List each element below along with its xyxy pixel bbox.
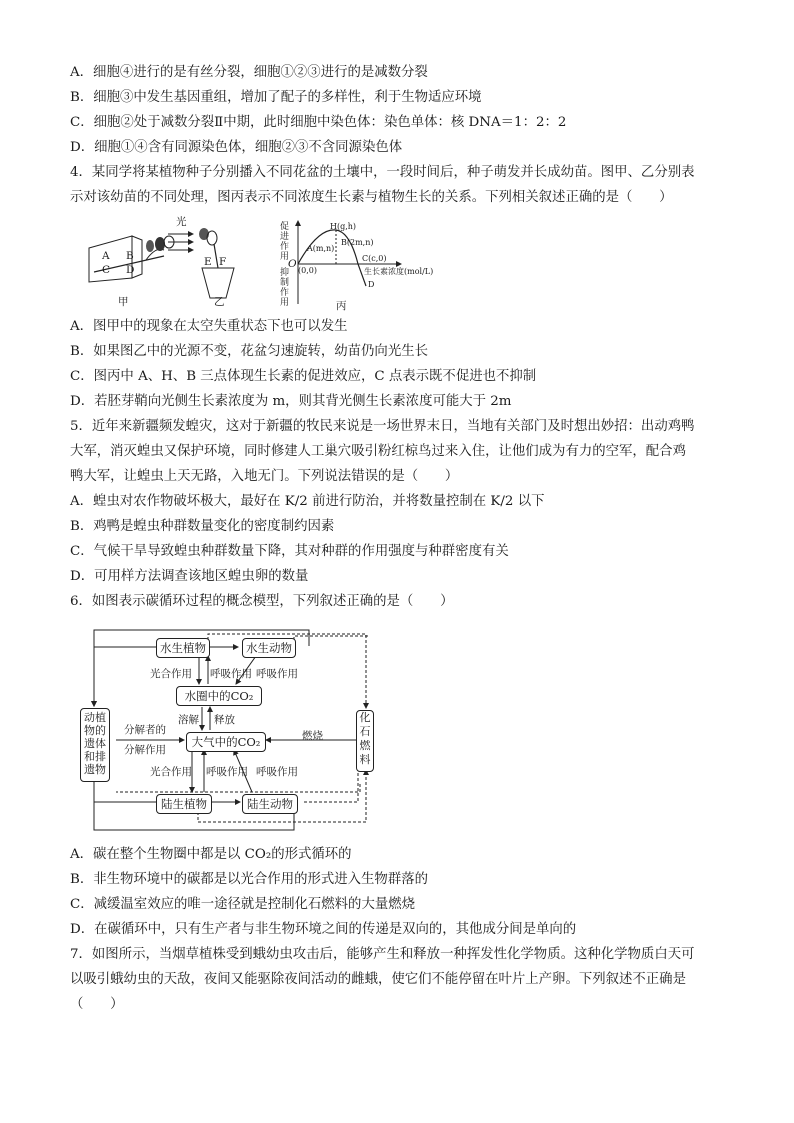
- remains-box: 动植物的遗体和排遗物: [80, 708, 110, 782]
- q6-stem: 6．如图表示碳循环过程的概念模型，下列叙述正确的是（ ）: [70, 594, 454, 609]
- q5-stem-line2: 大军，消灭蝗虫又保护环境，同时修建人工巢穴吸引粉红椋鸟过来入住，让他们成为有力的空军，配合鸡: [70, 444, 686, 459]
- yi-label-e: E: [204, 256, 212, 268]
- photosynthesis-bottom-label: 光合作用: [150, 766, 192, 778]
- q6-option-d: D．在碳循环中，只有生产者与非生物环境之间的传递是双向的，其他成分间是单向的: [70, 922, 577, 937]
- decomposer-label-2: 分解作用: [124, 744, 166, 756]
- land-plants-box: 陆生植物: [156, 794, 212, 814]
- respiration-bottom-label-2: 呼吸作用: [256, 766, 298, 778]
- q4-option-c: C．图丙中 A、H、B 三点体现生长素的促进效应，C 点表示既不促进也不抑制: [70, 369, 537, 384]
- q3-option-b: B．细胞③中发生基因重组，增加了配子的多样性，利于生物适应环境: [70, 90, 482, 105]
- jia-label-b: B: [126, 250, 134, 262]
- bing-y-upper: 促进作用: [280, 222, 290, 262]
- q5-option-d: D．可用样方法调查该地区蝗虫卵的数量: [70, 569, 309, 584]
- q6-option-c: C．减缓温室效应的唯一途径就是控制化石燃料的大量燃烧: [70, 897, 416, 912]
- bing-point-d: D: [368, 280, 375, 289]
- jia-label-d: D: [126, 264, 135, 276]
- q4-option-a: A．图甲中的现象在太空失重状态下也可以发生: [70, 319, 348, 334]
- bing-point-h: H(g,h): [330, 222, 357, 231]
- combustion-label: 燃烧: [302, 730, 323, 742]
- q6-option-a: A．碳在整个生物圈中都是以 CO₂的形式循环的: [70, 847, 352, 862]
- jia-label-c: C: [102, 264, 111, 276]
- q7-stem-line2: 以吸引蛾幼虫的天敌，夜间又能驱除夜间活动的雌蛾，使它们不能停留在叶片上产卵。下列叙述不正确是: [70, 972, 686, 987]
- figure-yi: [164, 212, 244, 312]
- yi-label-f: F: [219, 256, 227, 268]
- release-label: 释放: [214, 714, 235, 726]
- decomposer-label-1: 分解者的: [124, 724, 166, 736]
- q3-option-a: A．细胞④进行的是有丝分裂，细胞①②③进行的是减数分裂: [70, 65, 428, 80]
- yi-light-label: 光: [176, 216, 187, 228]
- q4-option-b: B．如果图乙中的光源不变，花盆匀速旋转，幼苗仍向光生长: [70, 344, 428, 359]
- q5-stem-line3: 鸭大军，让蝗虫上天无路，入地无门。下列说法错误的是（ ）: [70, 469, 459, 484]
- carbon-cycle-arrows: [76, 624, 386, 836]
- q6-option-b: B．非生物环境中的碳都是以光合作用的形式进入生物群落的: [70, 872, 428, 887]
- q5-option-c: C．气候干旱导致蝗虫种群数量下降，其对种群的作用强度与种群密度有关: [70, 544, 509, 559]
- bing-caption: 丙: [336, 300, 347, 312]
- bing-x-label: 生长素浓度(mol/L): [364, 267, 434, 276]
- respiration-bottom-label-1: 呼吸作用: [206, 766, 248, 778]
- bing-point-o: (0,0): [298, 266, 317, 275]
- jia-caption: 甲: [118, 296, 129, 308]
- jia-label-a: A: [102, 250, 110, 262]
- q5-option-b: B．鸡鸭是蝗虫种群数量变化的密度制约因素: [70, 519, 335, 534]
- q4-stem-line1: 4．某同学将某植物种子分别播入不同花盆的土壤中，一段时间后，种子萌发并长成幼苗。图甲、乙分别表: [70, 165, 695, 180]
- dissolve-label: 溶解: [178, 714, 199, 726]
- q3-option-d: D．细胞①④含有同源染色体，细胞②③不含同源染色体: [70, 140, 403, 155]
- fossil-fuel-box: 化石燃料: [356, 710, 374, 772]
- respiration-top-label-2: 呼吸作用: [256, 668, 298, 680]
- yi-caption: 乙: [214, 296, 225, 308]
- aquatic-animals-box: 水生动物: [242, 638, 296, 658]
- bing-origin: O: [288, 258, 297, 270]
- water-co2-box: 水圈中的CO₂: [176, 686, 262, 706]
- bing-point-c: C(c,0): [362, 254, 387, 263]
- figure-bing-drawing: [278, 218, 458, 312]
- carbon-cycle-diagram: [76, 624, 386, 836]
- bing-point-a: A(m,n): [307, 244, 335, 253]
- bing-point-b: B(2m,n): [341, 238, 374, 247]
- q4-stem-line2: 示对该幼苗的不同处理，图丙表示不同浓度生长素与植物生长的关系。下列相关叙述正确的是（ ）: [70, 190, 673, 205]
- aquatic-plants-box: 水生植物: [156, 638, 210, 658]
- q5-stem-line1: 5．近年来新疆频发蝗灾，这对于新疆的牧民来说是一场世界末日，当地有关部门及时想出妙招：出动鸡鸭: [70, 419, 695, 434]
- q4-option-d: D．若胚芽鞘向光侧生长素浓度为 m，则其背光侧生长素浓度可能大于 2m: [70, 394, 512, 409]
- q7-stem-line3: （ ）: [70, 997, 124, 1012]
- photosynthesis-top-label: 光合作用: [150, 668, 192, 680]
- air-co2-box: 大气中的CO₂: [186, 732, 266, 752]
- bing-y-lower: 抑制作用: [280, 268, 290, 308]
- q7-stem-line1: 7．如图所示，当烟草植株受到蛾幼虫攻击后，能够产生和释放一种挥发性化学物质。这种化学物质白天可: [70, 947, 695, 962]
- land-animals-box: 陆生动物: [242, 794, 298, 814]
- q5-option-a: A．蝗虫对农作物破坏极大，最好在 K/2 前进行防治，并将数量控制在 K/2 以下: [70, 494, 545, 509]
- respiration-top-label-1: 呼吸作用: [210, 668, 252, 680]
- q3-option-c: C．细胞②处于减数分裂Ⅱ中期，此时细胞中染色体：染色单体：核 DNA＝1：2：2: [70, 115, 567, 130]
- figure-bing: [278, 218, 458, 312]
